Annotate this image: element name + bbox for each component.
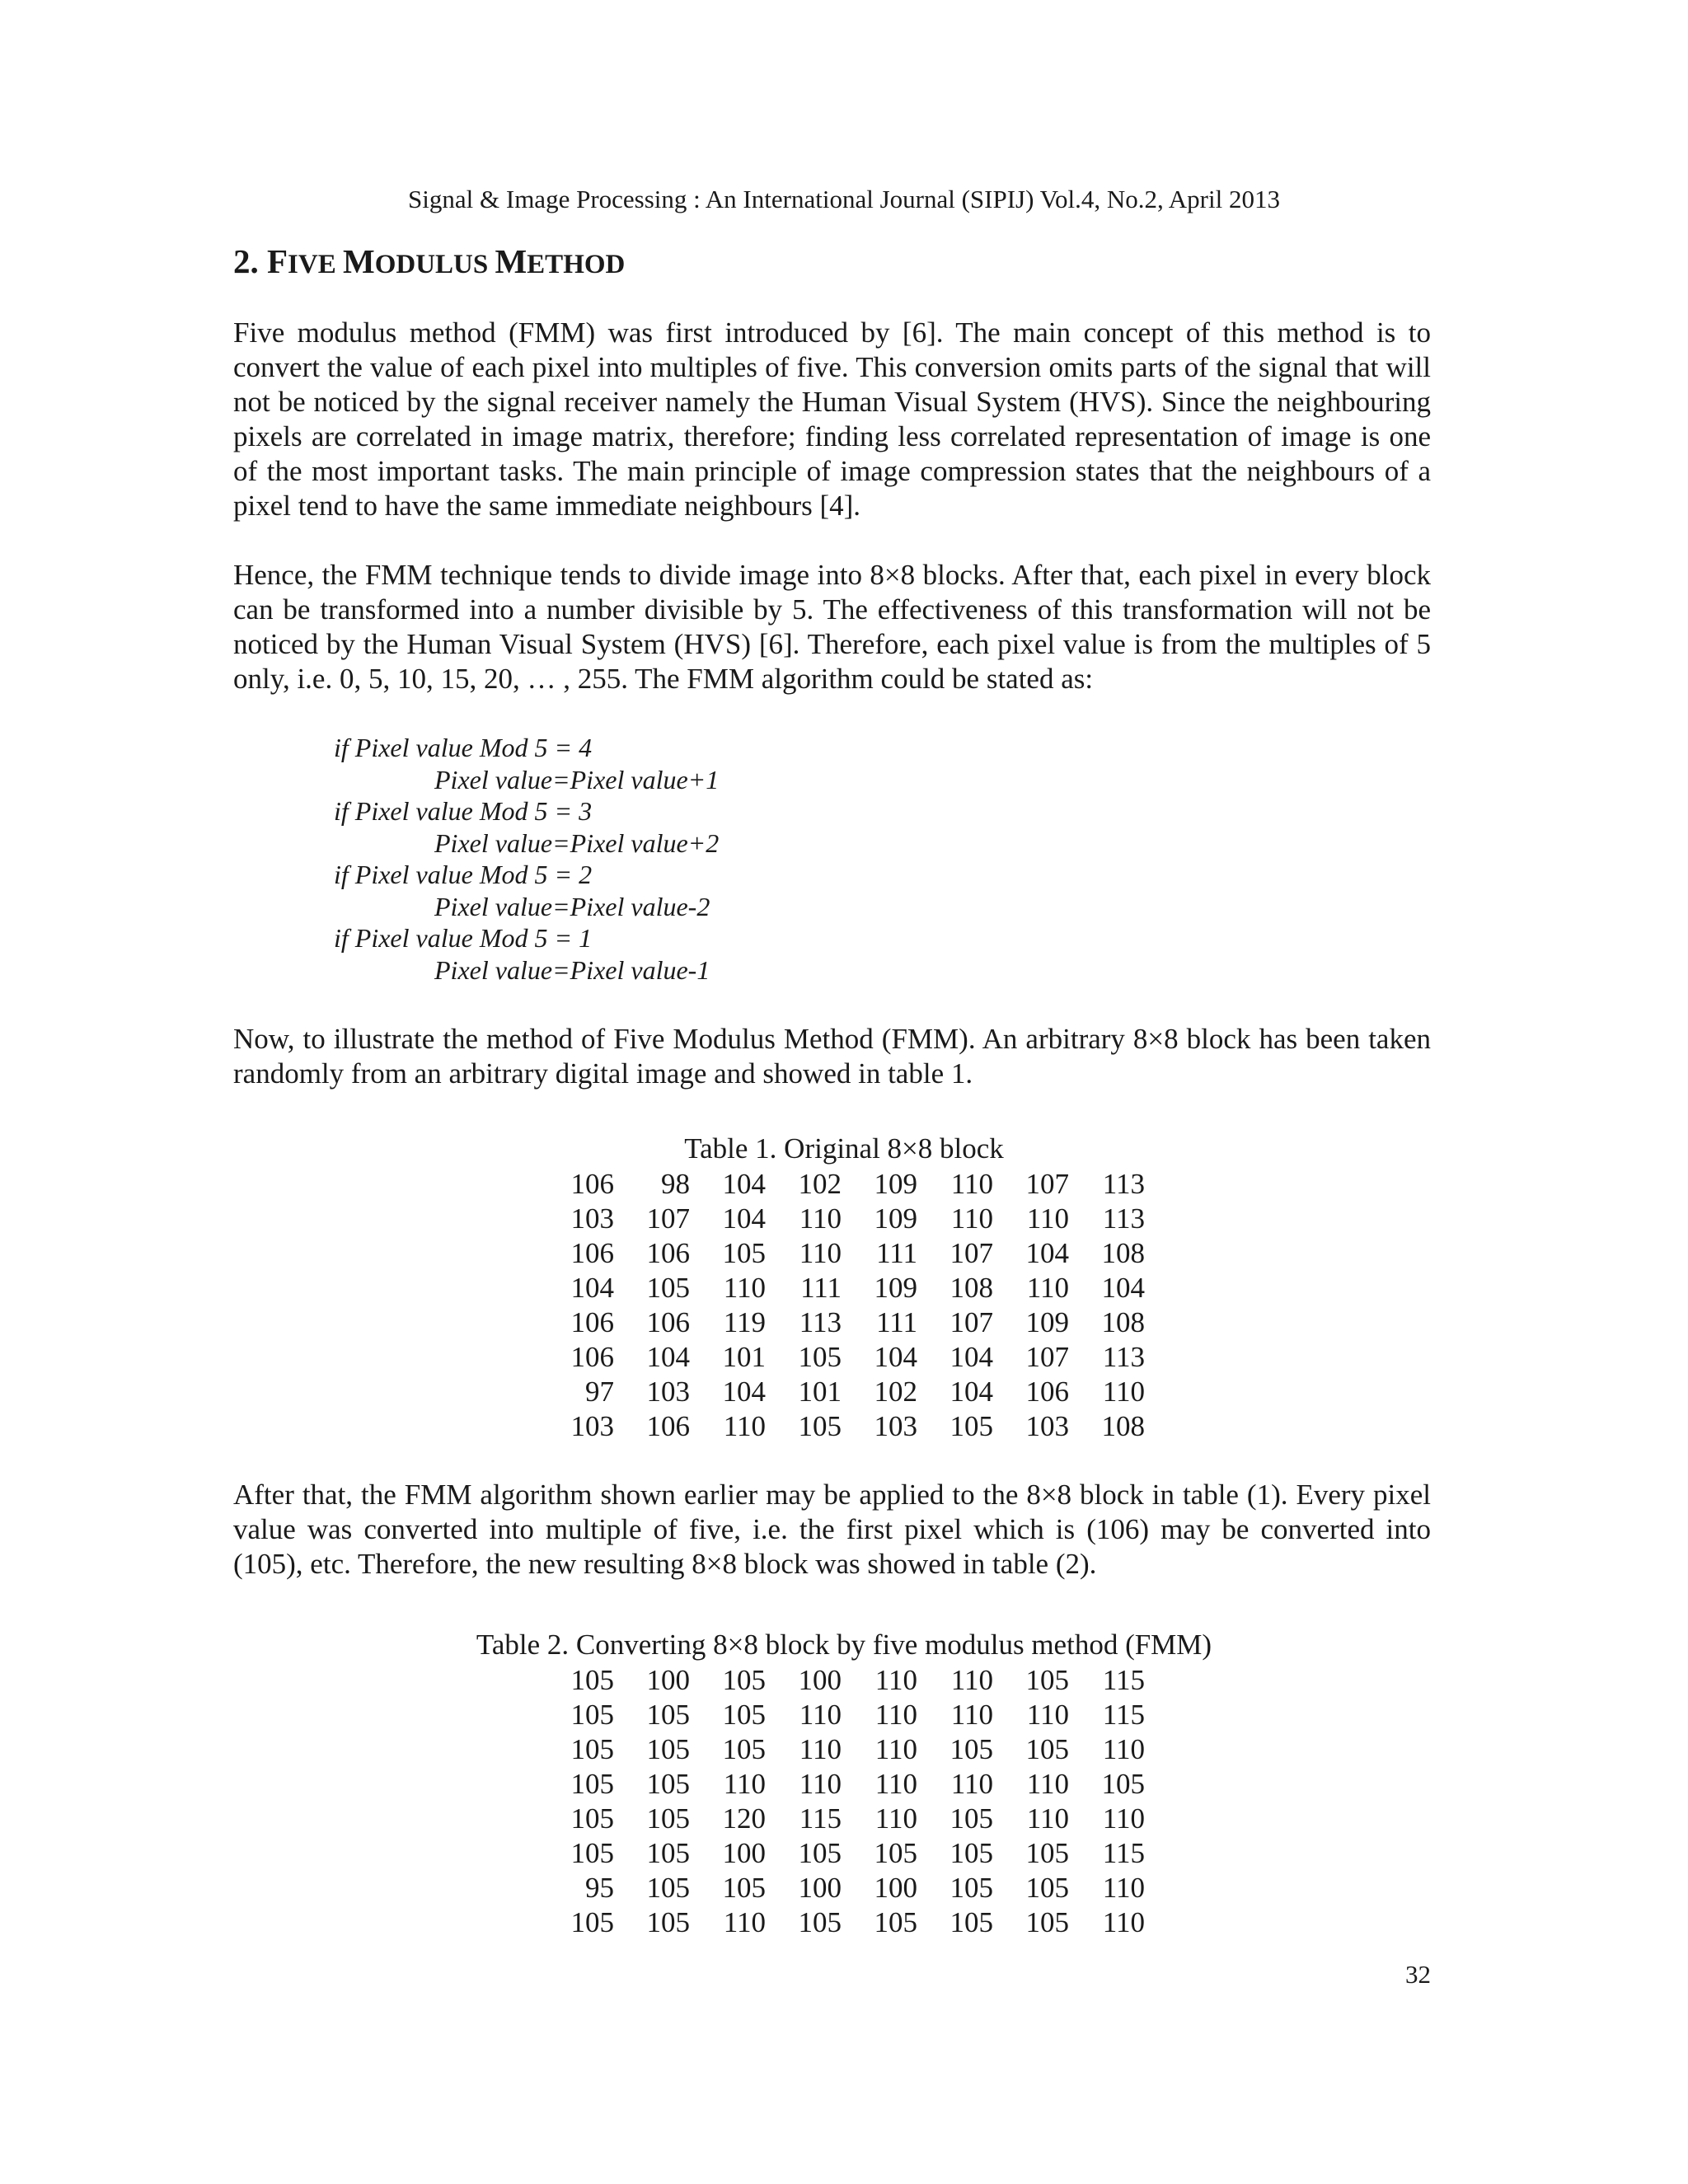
table-cell: 100 <box>646 1664 690 1696</box>
table-cell: 120 <box>722 1802 766 1835</box>
table-row <box>538 1340 1145 1375</box>
table-cell: 110 <box>1102 1733 1145 1765</box>
table-row <box>538 1236 1145 1271</box>
table-cell: 115 <box>1102 1699 1145 1731</box>
table-row <box>538 1836 1145 1871</box>
table-cell: 110 <box>1026 1768 1069 1800</box>
title-cap: M <box>342 242 375 280</box>
table-cell: 105 <box>646 1837 690 1869</box>
table-cell: 97 <box>585 1376 614 1408</box>
table-cell: 106 <box>646 1306 690 1338</box>
table-cell: 107 <box>1025 1168 1069 1200</box>
table-cell: 111 <box>876 1306 917 1338</box>
table-row <box>538 1305 1145 1340</box>
title-smallcaps: IVE <box>288 250 343 279</box>
table-cell: 105 <box>570 1664 614 1696</box>
table-cell: 107 <box>1025 1341 1069 1373</box>
table-row <box>538 1905 1145 1940</box>
table-cell: 103 <box>1025 1410 1069 1442</box>
algorithm-action: Pixel value=Pixel value-1 <box>434 954 710 985</box>
table-cell: 105 <box>646 1802 690 1835</box>
table-cell: 105 <box>798 1906 842 1938</box>
table-cell: 110 <box>799 1202 842 1235</box>
table-cell: 105 <box>1025 1837 1069 1869</box>
table-cell: 105 <box>646 1768 690 1800</box>
table-cell: 109 <box>874 1202 917 1235</box>
table-cell: 109 <box>1025 1306 1069 1338</box>
table-cell: 102 <box>798 1168 842 1200</box>
table-cell: 105 <box>722 1664 766 1696</box>
algorithm-action: Pixel value=Pixel value-2 <box>434 891 710 921</box>
title-cap: M <box>495 242 528 280</box>
algorithm-condition: if Pixel value Mod 5 = 3 <box>334 796 593 826</box>
table-cell: 101 <box>722 1341 766 1373</box>
table-row <box>538 1202 1145 1236</box>
table-cell: 104 <box>950 1341 993 1373</box>
table-row <box>538 1802 1145 1836</box>
table-cell: 110 <box>1102 1802 1145 1835</box>
table-cell: 113 <box>799 1306 842 1338</box>
table-cell: 105 <box>950 1872 993 1904</box>
table-cell: 105 <box>570 1802 614 1835</box>
paragraph-apply: After that, the FMM algorithm shown earlier may be applied to the 8×8 block in table (1). Every pixel value was converted into multiple of five, i.e. the first pixel which is (106) may be converted into (105), etc. Therefore, the new resulting 8×8 block was showed in table (2). <box>233 1479 1431 1580</box>
table2-fmm-block <box>538 1663 1145 1940</box>
running-header: Signal & Image Processing : An International Journal (SIPIJ) Vol.4, No.2, April 2013 <box>408 185 1280 213</box>
table-cell: 98 <box>661 1168 690 1200</box>
fmm-algorithm <box>334 732 719 986</box>
table-cell: 104 <box>646 1341 690 1373</box>
table1-caption: Table 1. Original 8×8 block <box>684 1132 1004 1165</box>
table-cell: 106 <box>1025 1376 1069 1408</box>
table-cell: 105 <box>950 1802 993 1835</box>
table-cell: 105 <box>950 1906 993 1938</box>
table-cell: 105 <box>646 1872 690 1904</box>
table-cell: 105 <box>570 1768 614 1800</box>
table-cell: 110 <box>874 1664 917 1696</box>
table-row <box>538 1271 1145 1305</box>
table-cell: 105 <box>646 1699 690 1731</box>
table-cell: 105 <box>646 1906 690 1938</box>
table-cell: 110 <box>950 1168 993 1200</box>
table-cell: 95 <box>585 1872 614 1904</box>
table-cell: 105 <box>1025 1872 1069 1904</box>
algorithm-condition: if Pixel value Mod 5 = 4 <box>334 733 593 762</box>
table-cell: 104 <box>1025 1237 1069 1269</box>
table-cell: 110 <box>799 1733 842 1765</box>
algorithm-action: Pixel value=Pixel value+1 <box>434 764 720 794</box>
table-cell: 105 <box>570 1733 614 1765</box>
table-cell: 105 <box>646 1733 690 1765</box>
table-cell: 108 <box>1101 1410 1145 1442</box>
table-cell: 107 <box>950 1306 993 1338</box>
table-cell: 103 <box>570 1410 614 1442</box>
table-cell: 105 <box>570 1906 614 1938</box>
table-cell: 105 <box>1101 1768 1145 1800</box>
table-cell: 102 <box>874 1376 917 1408</box>
table-cell: 106 <box>646 1410 690 1442</box>
table-cell: 110 <box>950 1664 993 1696</box>
table-row <box>538 1409 1145 1444</box>
table-cell: 110 <box>1102 1872 1145 1904</box>
table-cell: 110 <box>1102 1376 1145 1408</box>
table-cell: 104 <box>722 1202 766 1235</box>
paragraph-illustrate: Now, to illustrate the method of Five Modulus Method (FMM). An arbitrary 8×8 block has been taken randomly from an arbitrary digital image and showed in table 1. <box>233 1023 1431 1090</box>
table-cell: 101 <box>798 1376 842 1408</box>
title-cap: F <box>267 242 288 280</box>
table-cell: 110 <box>1026 1272 1069 1304</box>
table-cell: 100 <box>798 1872 842 1904</box>
table-cell: 105 <box>950 1410 993 1442</box>
table-row <box>538 1698 1145 1732</box>
table-cell: 105 <box>950 1837 993 1869</box>
table-cell: 110 <box>874 1802 917 1835</box>
table-cell: 100 <box>798 1664 842 1696</box>
table-cell: 105 <box>1025 1733 1069 1765</box>
table-cell: 110 <box>1026 1202 1069 1235</box>
table-row <box>538 1767 1145 1802</box>
table-cell: 104 <box>570 1272 614 1304</box>
table-cell: 111 <box>876 1237 917 1269</box>
table-cell: 110 <box>1026 1699 1069 1731</box>
table-cell: 105 <box>798 1837 842 1869</box>
table-cell: 113 <box>1102 1341 1145 1373</box>
table-cell: 100 <box>722 1837 766 1869</box>
table-cell: 110 <box>950 1202 993 1235</box>
table-cell: 104 <box>1101 1272 1145 1304</box>
table1-original-block <box>538 1167 1145 1444</box>
table-cell: 105 <box>798 1410 842 1442</box>
table-cell: 110 <box>1102 1906 1145 1938</box>
table-cell: 115 <box>799 1802 842 1835</box>
table-cell: 105 <box>874 1837 917 1869</box>
table-cell: 107 <box>950 1237 993 1269</box>
table-cell: 105 <box>722 1699 766 1731</box>
table-cell: 113 <box>1102 1202 1145 1235</box>
table-cell: 115 <box>1102 1837 1145 1869</box>
table-cell: 107 <box>646 1202 690 1235</box>
table-cell: 115 <box>1102 1664 1145 1696</box>
table2-caption: Table 2. Converting 8×8 block by five modulus method (FMM) <box>476 1629 1212 1661</box>
table-cell: 105 <box>1025 1664 1069 1696</box>
table-cell: 110 <box>723 1272 766 1304</box>
table-cell: 105 <box>646 1272 690 1304</box>
table-cell: 110 <box>1026 1802 1069 1835</box>
section-number: 2. <box>233 242 259 280</box>
table-cell: 111 <box>800 1272 842 1304</box>
table-cell: 105 <box>570 1699 614 1731</box>
table-cell: 104 <box>950 1376 993 1408</box>
table-cell: 106 <box>570 1341 614 1373</box>
table-cell: 108 <box>950 1272 993 1304</box>
table-row <box>538 1663 1145 1698</box>
table-cell: 105 <box>722 1237 766 1269</box>
algorithm-condition: if Pixel value Mod 5 = 2 <box>334 860 593 889</box>
table-cell: 104 <box>722 1168 766 1200</box>
table-cell: 110 <box>950 1699 993 1731</box>
table-cell: 110 <box>799 1768 842 1800</box>
table-row <box>538 1871 1145 1905</box>
section-title <box>233 241 625 285</box>
table-row <box>538 1375 1145 1409</box>
algorithm-action: Pixel value=Pixel value+2 <box>434 827 720 858</box>
table-cell: 110 <box>723 1768 766 1800</box>
title-smallcaps: ODULUS <box>374 250 495 279</box>
table-cell: 110 <box>799 1237 842 1269</box>
table-cell: 110 <box>950 1768 993 1800</box>
table-cell: 110 <box>874 1699 917 1731</box>
table-cell: 106 <box>570 1306 614 1338</box>
table-row <box>538 1167 1145 1202</box>
table-cell: 103 <box>570 1202 614 1235</box>
table-cell: 110 <box>874 1733 917 1765</box>
page-number: 32 <box>1405 1960 1431 1989</box>
table-cell: 105 <box>1025 1906 1069 1938</box>
table-cell: 105 <box>722 1733 766 1765</box>
table-cell: 104 <box>722 1376 766 1408</box>
table-cell: 105 <box>950 1733 993 1765</box>
table-cell: 110 <box>874 1768 917 1800</box>
paragraph-blocks: Hence, the FMM technique tends to divide image into 8×8 blocks. After that, each pixel in every block can be transformed into a number divisible by 5. The effectiveness of this transformation will not be noticed by the Human Visual System (HVS) [6]. Therefore, each pixel value is from the multiples of 5 only, i.e. 0, 5, 10, 15, 20, … , 255. The FMM algorithm could be stated as: <box>233 559 1431 695</box>
table-cell: 109 <box>874 1272 917 1304</box>
table-cell: 106 <box>646 1237 690 1269</box>
paragraph-intro: Five modulus method (FMM) was first introduced by [6]. The main concept of this method is to convert the value of each pixel into multiples of five. This conversion omits parts of the signal that will not be noticed by the signal receiver namely the Human Visual System (HVS). Since the neighbouring pixels are correlated in image matrix, therefore; finding less correlated representation of image is one of the most important tasks. The main principle of image compression states that the neighbours of a pixel tend to have the same immediate neighbours [4]. <box>233 316 1431 522</box>
table-cell: 113 <box>1102 1168 1145 1200</box>
table-cell: 106 <box>570 1237 614 1269</box>
table-cell: 105 <box>722 1872 766 1904</box>
table-cell: 103 <box>874 1410 917 1442</box>
table-cell: 100 <box>874 1872 917 1904</box>
table-cell: 110 <box>723 1410 766 1442</box>
table-cell: 105 <box>874 1906 917 1938</box>
table-cell: 104 <box>874 1341 917 1373</box>
table-cell: 106 <box>570 1168 614 1200</box>
table-cell: 105 <box>798 1341 842 1373</box>
table-cell: 110 <box>799 1699 842 1731</box>
table-cell: 108 <box>1101 1237 1145 1269</box>
title-smallcaps: ETHOD <box>527 250 626 279</box>
table-cell: 110 <box>723 1906 766 1938</box>
table-row <box>538 1732 1145 1767</box>
table-cell: 103 <box>646 1376 690 1408</box>
table-cell: 105 <box>570 1837 614 1869</box>
table-cell: 109 <box>874 1168 917 1200</box>
table-cell: 119 <box>723 1306 766 1338</box>
algorithm-condition: if Pixel value Mod 5 = 1 <box>334 923 593 953</box>
table-cell: 108 <box>1101 1306 1145 1338</box>
